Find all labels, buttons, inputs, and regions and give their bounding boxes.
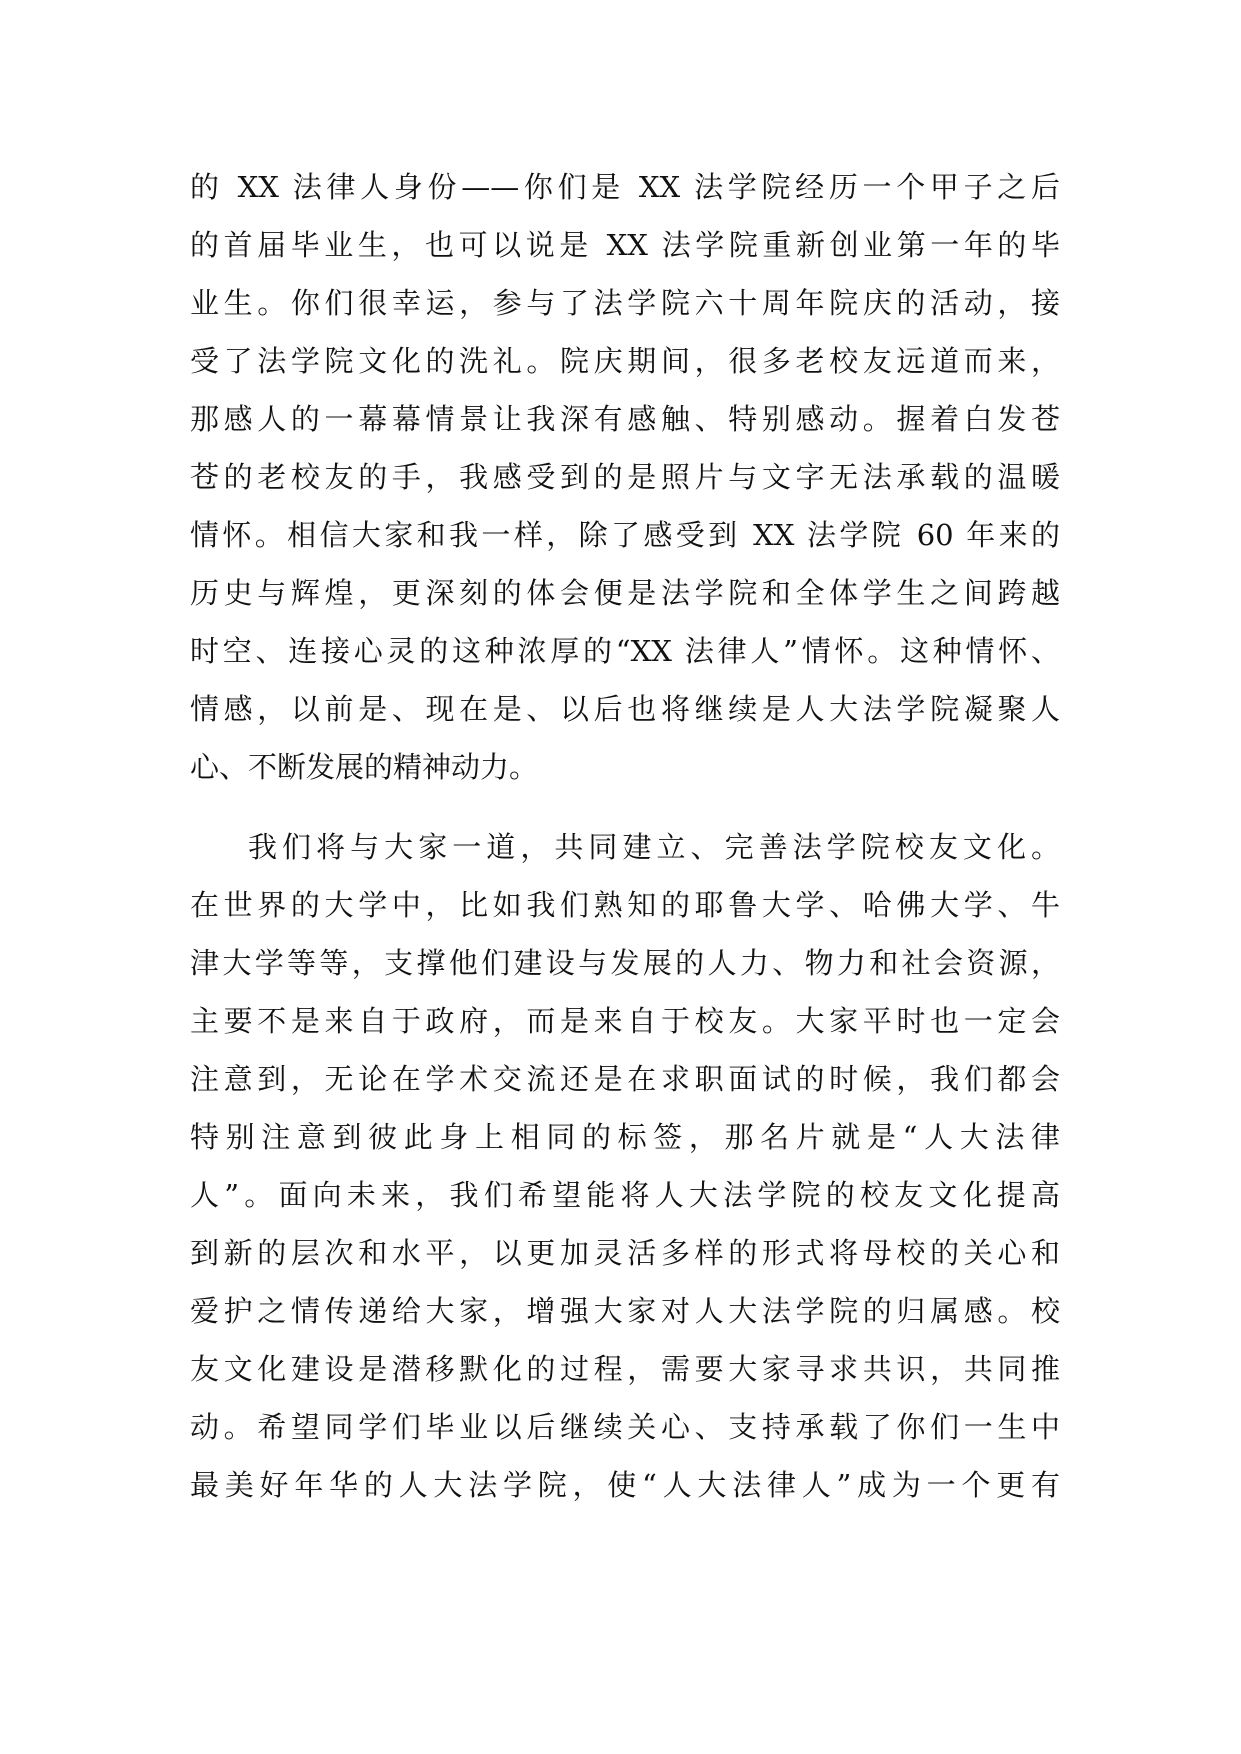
- paragraph-line: 那感人的一幕幕情景让我深有感触、特别感动。握着白发苍: [190, 402, 1060, 436]
- paragraph-line: 历史与辉煌，更深刻的体会便是法学院和全体学生之间跨越: [190, 576, 1060, 610]
- paragraph-line: 人”。面向未来，我们希望能将人大法学院的校友文化提高: [190, 1178, 1060, 1212]
- paragraph-line: 苍的老校友的手，我感受到的是照片与文字无法承载的温暖: [190, 460, 1060, 494]
- paragraph-line: 业生。你们很幸运，参与了法学院六十周年院庆的活动，接: [190, 286, 1060, 320]
- paragraph-line: 在世界的大学中，比如我们熟知的耶鲁大学、哈佛大学、牛: [190, 888, 1060, 922]
- paragraph-line: 情怀。相信大家和我一样，除了感受到 XX 法学院 60 年来的: [190, 518, 1060, 552]
- paragraph-2: [190, 818, 1060, 1514]
- paragraph-line: 动。希望同学们毕业以后继续关心、支持承载了你们一生中: [190, 1410, 1060, 1444]
- paragraph-line: 友文化建设是潜移默化的过程，需要大家寻求共识，共同推: [190, 1352, 1060, 1386]
- paragraph-line: 受了法学院文化的洗礼。院庆期间，很多老校友远道而来，: [190, 344, 1060, 378]
- paragraph-line: 津大学等等，支撑他们建设与发展的人力、物力和社会资源，: [190, 946, 1060, 980]
- paragraph-line: 的首届毕业生，也可以说是 XX 法学院重新创业第一年的毕: [190, 228, 1060, 262]
- paragraph-line: 主要不是来自于政府，而是来自于校友。大家平时也一定会: [190, 1004, 1060, 1038]
- paragraph-1: [190, 158, 1060, 796]
- paragraph-line: 特别注意到彼此身上相同的标签，那名片就是“人大法律: [190, 1120, 1060, 1154]
- paragraph-first-line: 我们将与大家一道，共同建立、完善法学院校友文化。: [248, 830, 1060, 864]
- paragraph-line: 情感，以前是、现在是、以后也将继续是人大法学院凝聚人: [190, 692, 1060, 726]
- paragraph-line: 注意到，无论在学术交流还是在求职面试的时候，我们都会: [190, 1062, 1060, 1096]
- paragraph-line: 到新的层次和水平，以更加灵活多样的形式将母校的关心和: [190, 1236, 1060, 1270]
- paragraph-line: 爱护之情传递给大家，增强大家对人大法学院的归属感。校: [190, 1294, 1060, 1328]
- paragraph-line: 最美好年华的人大法学院，使“人大法律人”成为一个更有: [190, 1468, 1060, 1502]
- paragraph-line: 的 XX 法律人身份——你们是 XX 法学院经历一个甲子之后: [190, 170, 1060, 204]
- paragraph-line: 心、不断发展的精神动力。: [190, 750, 539, 784]
- paragraph-line: 时空、连接心灵的这种浓厚的“XX 法律人”情怀。这种情怀、: [190, 634, 1060, 668]
